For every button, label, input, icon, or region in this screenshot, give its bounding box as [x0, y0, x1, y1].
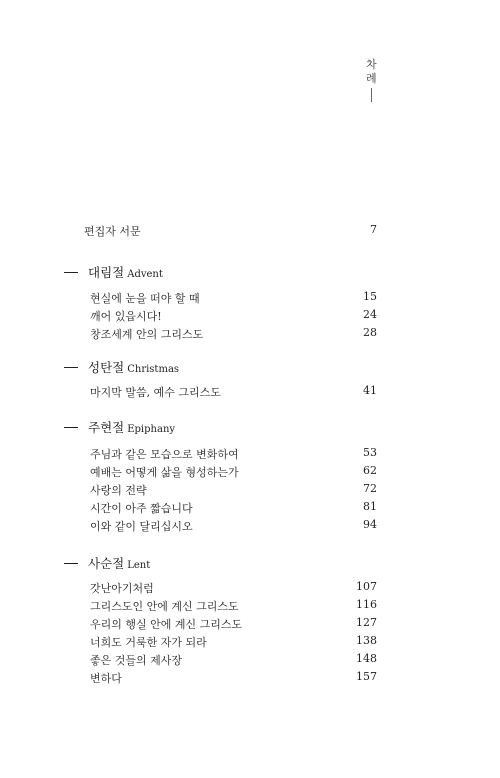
section-dash: [64, 272, 78, 273]
entry-page: 81: [363, 500, 377, 513]
entry-title: 좋은 것들의 제사장: [90, 654, 183, 667]
entry-page: 72: [363, 482, 377, 495]
section-heading-epiphany: [64, 418, 175, 436]
entry-title: 주님과 같은 모습으로 변화하여: [90, 448, 239, 461]
entry-page: 148: [356, 652, 377, 665]
entry-page: 7: [370, 223, 377, 236]
entry-page: 28: [363, 326, 377, 339]
section-dash: [64, 367, 78, 368]
entry-title: 갓난아기처럼: [90, 582, 154, 595]
section-title-ko: 성탄절: [88, 360, 125, 375]
section-title-en: Christmas: [127, 364, 180, 375]
entry-title: 편집자 서문: [84, 225, 141, 238]
section-title-ko: 주현절: [88, 420, 125, 435]
entry-page: 53: [363, 446, 377, 459]
entry-page: 157: [356, 670, 377, 683]
entry-title: 깨어 있읍시다!: [90, 310, 162, 323]
entry-title: 너희도 거룩한 자가 되라: [90, 636, 207, 649]
section-title-en: Epiphany: [127, 424, 176, 435]
entry-page: 116: [356, 598, 377, 611]
entry-title: 그리스도인 안에 계신 그리스도: [90, 600, 239, 613]
entry-title: 현실에 눈을 떠야 할 때: [90, 292, 200, 305]
section-heading-advent: [64, 263, 163, 281]
entry-page: 127: [356, 616, 377, 629]
toc-title-char-2: 례: [366, 72, 377, 85]
section-title-ko: 대림절: [88, 265, 125, 280]
entry-title: 창조세계 안의 그리스도: [90, 328, 204, 341]
entry-page: 138: [356, 634, 377, 647]
section-dash: [64, 427, 78, 428]
section-title-ko: 사순절: [88, 556, 125, 571]
entry-title: 시간이 아주 짧습니다: [90, 502, 193, 515]
entry-page: 15: [363, 290, 377, 303]
entry-page: 24: [363, 308, 377, 321]
toc-title-char-1: 차: [366, 58, 377, 71]
entry-page: 62: [363, 464, 377, 477]
section-dash: [64, 563, 78, 564]
entry-title: 우리의 행실 안에 계신 그리스도: [90, 618, 243, 631]
entry-page: 94: [363, 518, 377, 531]
section-title-en: Advent: [127, 269, 163, 280]
section-title-en: Lent: [127, 560, 151, 571]
entry-page: 107: [356, 580, 377, 593]
entry-title: 변하다: [90, 672, 122, 685]
section-heading-christmas: [64, 358, 179, 376]
toc-title: [366, 58, 377, 102]
entry-title: 예배는 어떻게 삶을 형성하는가: [90, 466, 239, 479]
entry-title: 마지막 말씀, 예수 그리스도: [90, 386, 221, 399]
section-heading-lent: [64, 554, 150, 572]
entry-title: 사랑의 전략: [90, 484, 147, 497]
entry-page: 41: [363, 384, 377, 397]
entry-title: 이와 같이 달리십시오: [90, 520, 193, 533]
title-rule: [371, 88, 372, 102]
